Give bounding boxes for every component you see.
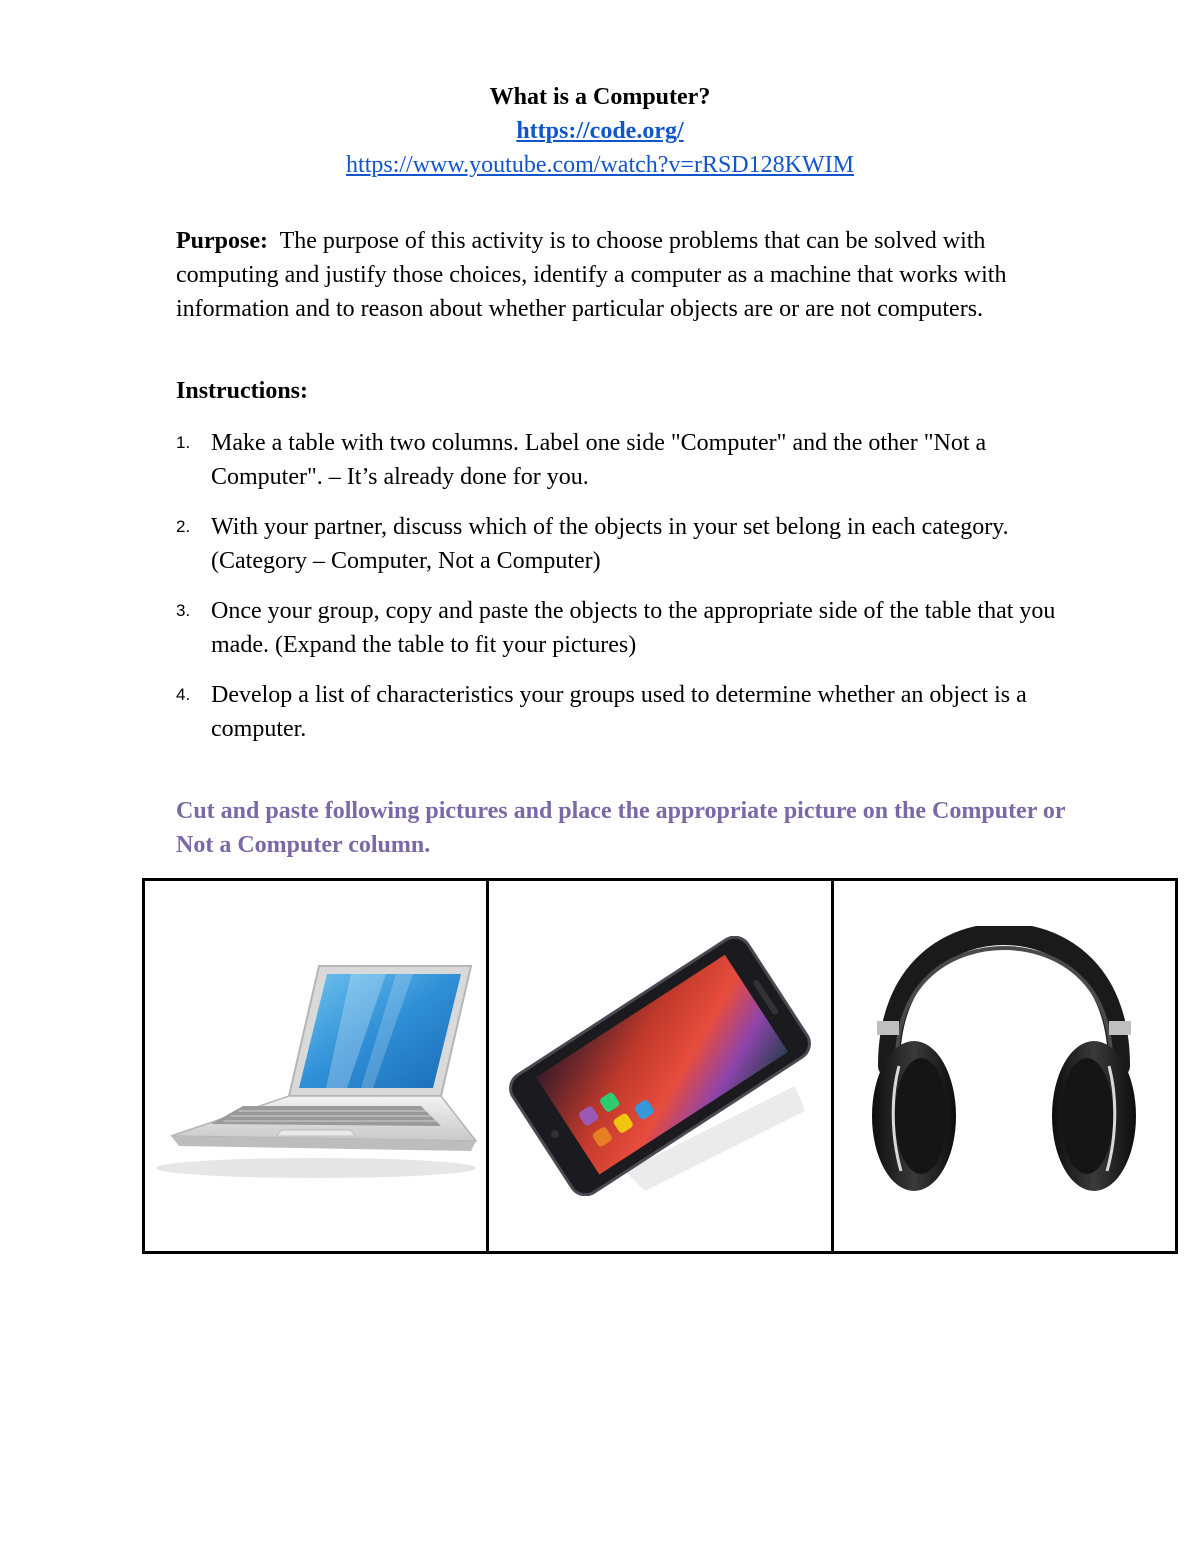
list-item (176, 426, 1056, 494)
document-header (0, 80, 1200, 182)
purpose-label: Purpose: (176, 228, 268, 254)
instructions-list (176, 426, 1056, 762)
purpose-paragraph (176, 224, 1076, 326)
list-item-text: Make a table with two columns. Label one side "Computer" and the other "Not a Computer". – It’s already done for you. (211, 430, 987, 490)
table-cell-smartphone[interactable] (488, 880, 832, 1253)
laptop-image[interactable] (151, 946, 481, 1186)
purpose-text: The purpose of this activity is to choose problems that can be solved with computing and justify those choices, identify a computer as a machine that works with information and to reason about whether particular objects are or are not computers. (176, 228, 1007, 322)
document-title: What is a Computer? (489, 84, 711, 110)
list-item-text: With your partner, discuss which of the objects in your set belong in each category. (Category – Computer, Not a Computer) (211, 514, 1009, 574)
list-item-text: Develop a list of characteristics your groups used to determine whether an object is a computer. (211, 682, 1027, 742)
code-org-link[interactable]: https://code.org/ (516, 118, 684, 144)
table-row (144, 880, 1177, 1253)
cut-and-paste-instruction: Cut and paste following pictures and place the appropriate picture on the Computer or Not a Computer column. (176, 798, 1066, 858)
list-item-number: 1. (176, 433, 191, 452)
headphones-image[interactable] (859, 926, 1149, 1206)
list-item (176, 510, 1056, 578)
smartphone-image[interactable] (505, 936, 815, 1196)
list-item (176, 678, 1056, 746)
picture-table (142, 878, 1178, 1254)
table-cell-headphones[interactable] (832, 880, 1176, 1253)
list-item-number: 3. (176, 601, 191, 620)
list-item (176, 594, 1056, 662)
instructions-heading: Instructions: (176, 378, 309, 404)
table-cell-laptop[interactable] (144, 880, 488, 1253)
list-item-number: 2. (176, 517, 191, 536)
list-item-number: 4. (176, 685, 191, 704)
youtube-link[interactable]: https://www.youtube.com/watch?v=rRSD128KWIM (346, 152, 854, 178)
list-item-text: Once your group, copy and paste the objects to the appropriate side of the table that you made. (Expand the table to fit your pictures) (211, 598, 1056, 658)
